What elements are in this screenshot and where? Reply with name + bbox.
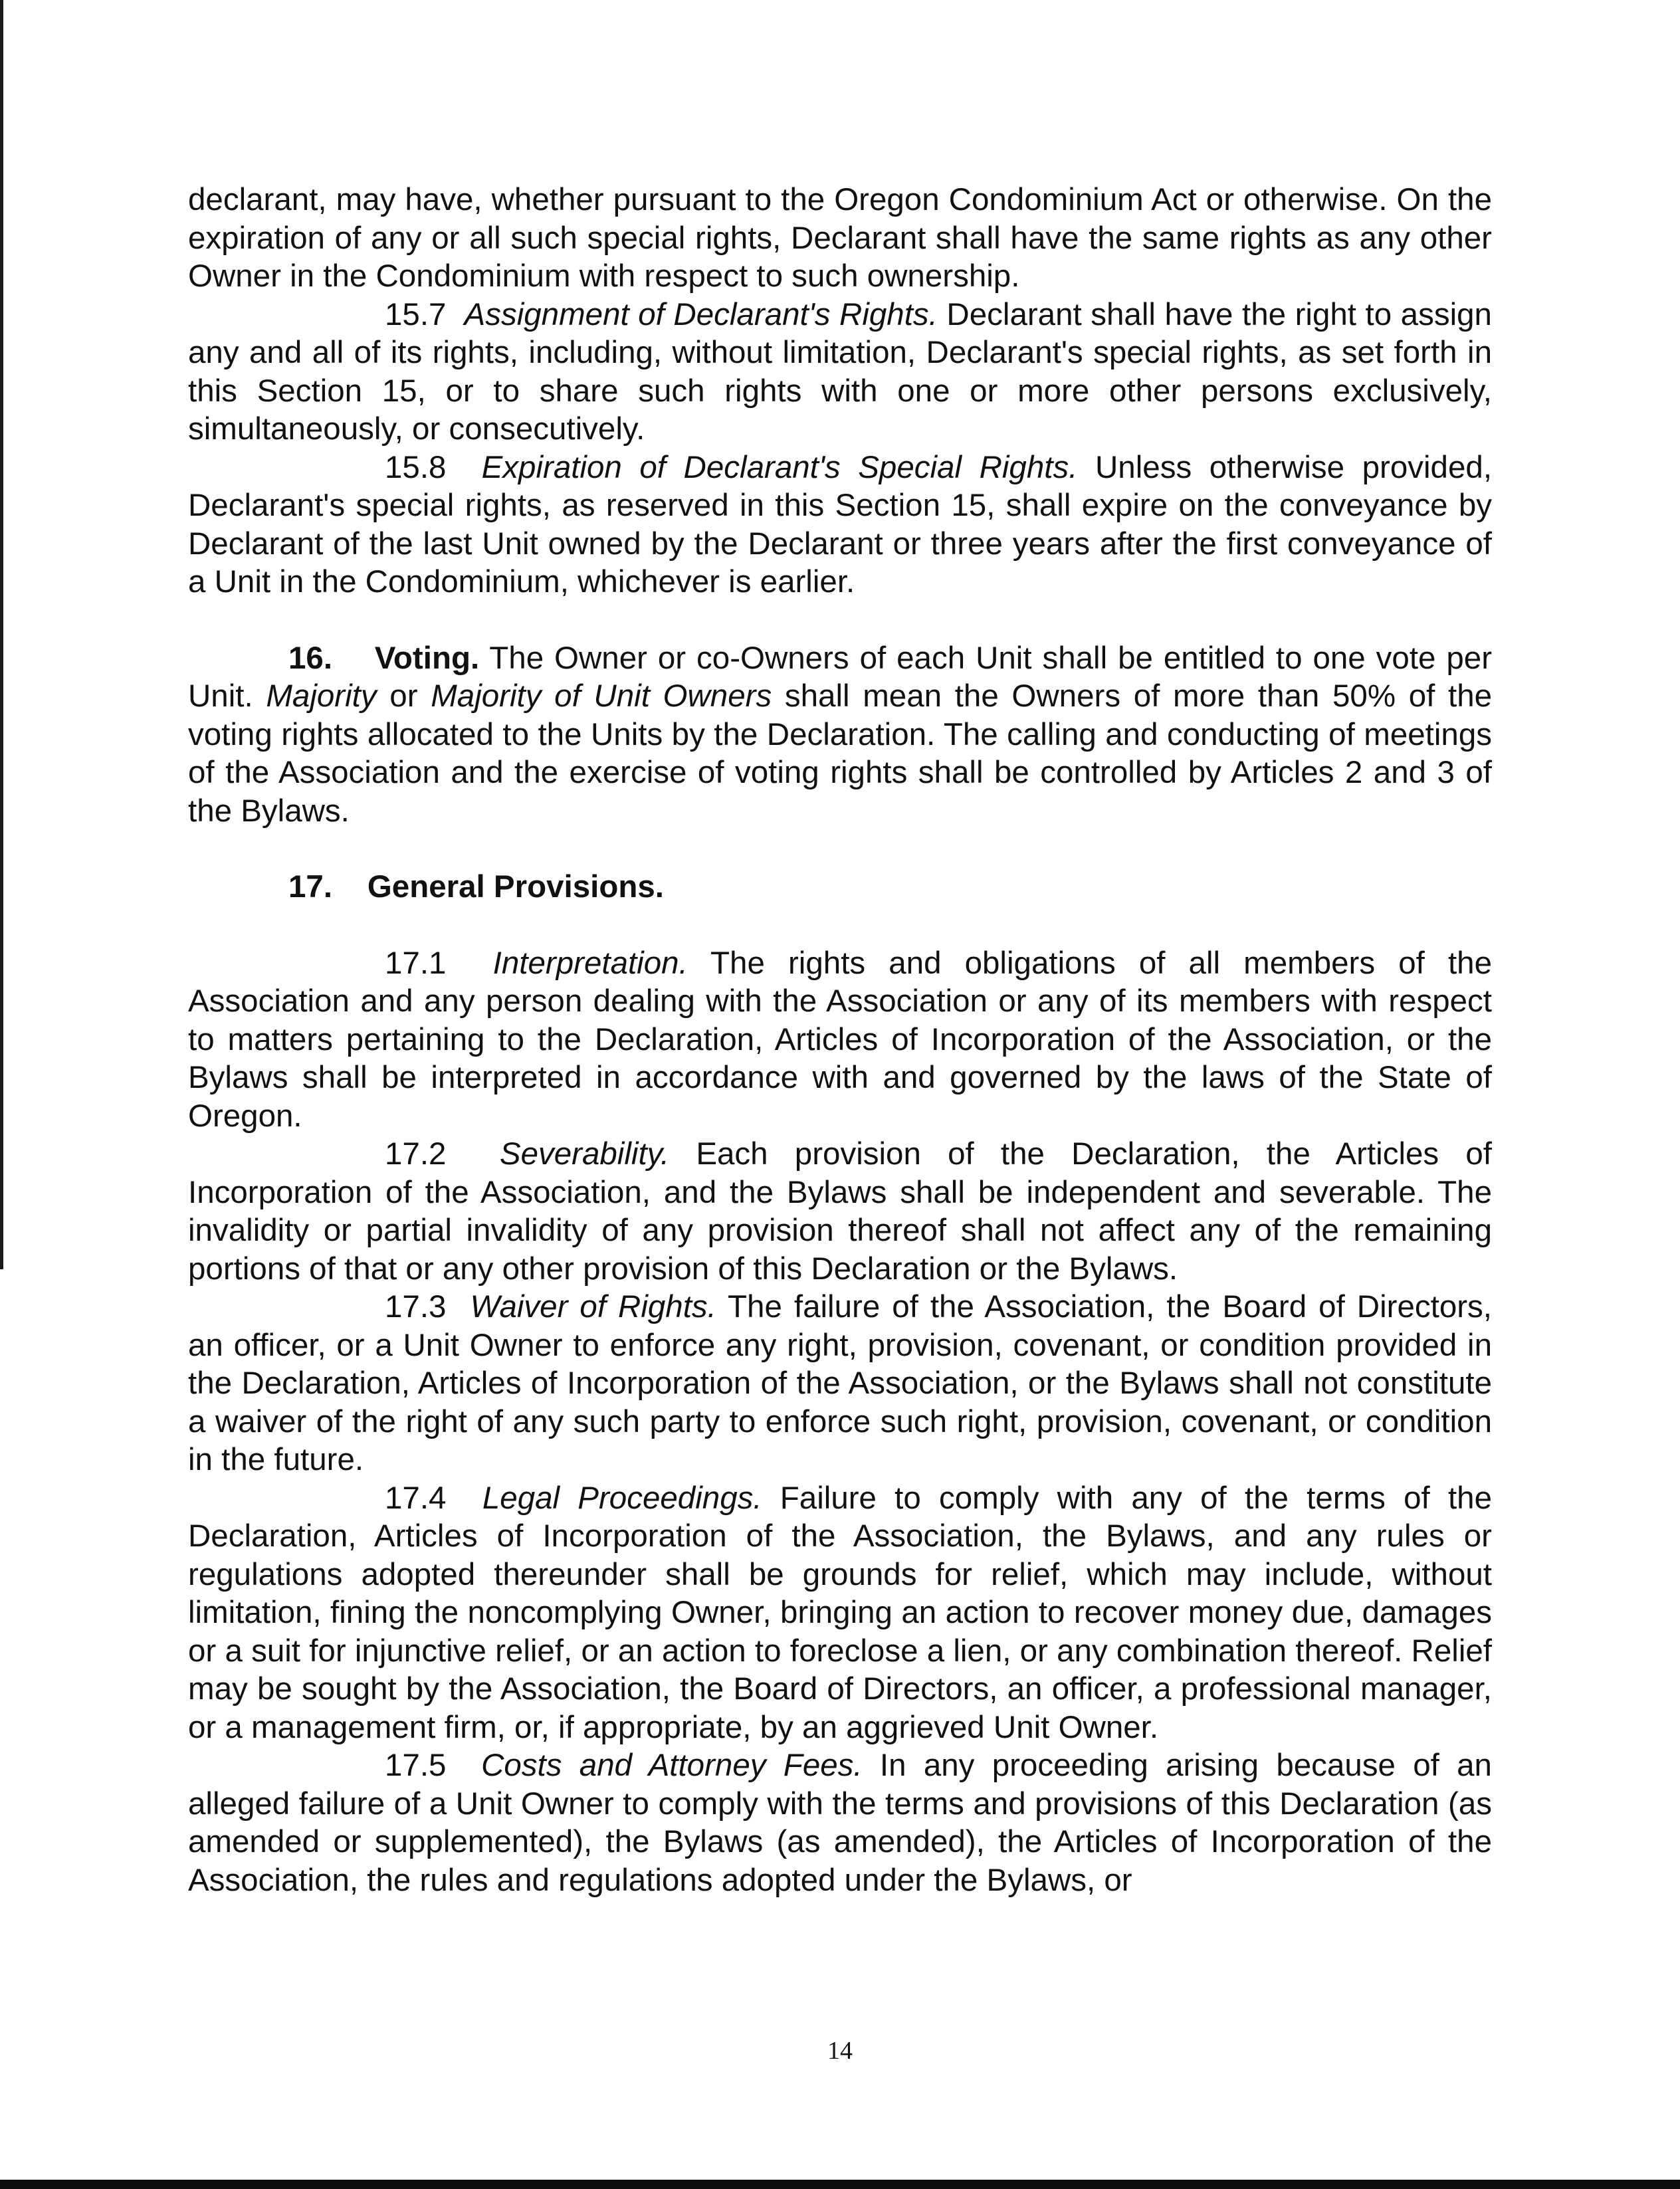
paragraph-17-1 — [188, 944, 1492, 1136]
document-body — [188, 181, 1492, 1899]
paragraph-text: declarant, may have, whether pursuant to the Oregon Condominium Act or otherwise. On the expiration of any or all such special rights, Declarant shall have the same rights as any other Owner in the Condominium with respect to such ownership. — [188, 182, 1492, 294]
paragraph-text: shall mean the Owners of more than 50% of the voting rights allocated to the Units by the Declaration. The calling and conducting of meetings of the Association and the exercise of voting rights shall be controlled by Articles 2 and 3 of the Bylaws. — [188, 678, 1493, 829]
paragraph-15-7 — [188, 296, 1492, 449]
paragraph-17-2 — [188, 1135, 1492, 1288]
page-number: 14 — [827, 2037, 853, 2065]
paragraph-16-voting — [188, 639, 1492, 831]
paragraph-text: Declarant shall have the right to assign any and all of its rights, including, without limitation, Declarant's special rights, as set forth in this Section 15, or to share such rights with one or more other persons exclusively, simultaneously, or consecutively. — [188, 296, 1492, 447]
paragraph-text: The failure of the Association, the Board of Directors, an officer, or a Unit Owner to enforce any right, provision, covenant, or condition provided in the Declaration, Articles of Incorporation of the Association, or the Bylaws shall not constitute a waiver of the right of any such party to enforce such right, provision, covenant, or condition in the future. — [188, 1289, 1492, 1477]
paragraph-15-8 — [188, 449, 1492, 601]
section-heading: General Provisions. — [367, 869, 664, 904]
paragraph-17-5 — [188, 1746, 1492, 1899]
heading-17-general-provisions — [188, 868, 1492, 906]
section-title: Costs and Attorney Fees. — [481, 1748, 863, 1783]
section-number: 17. — [288, 869, 333, 904]
paragraph-15-6-continued — [188, 181, 1492, 296]
section-heading: Voting. — [374, 640, 480, 676]
paragraph-17-4 — [188, 1479, 1492, 1747]
section-title: Waiver of Rights. — [470, 1289, 716, 1324]
paragraph-text: In any proceeding arising because of an alleged failure of a Unit Owner to comply with the terms and provisions of this Declaration (as amended or supplemented), the Bylaws (as amended), the Articles of Incorporation of the Association, the rules and regulations adopted under the Bylaws, or — [188, 1748, 1492, 1898]
section-number: 17.2 — [385, 1136, 447, 1172]
section-number: 17.5 — [385, 1748, 447, 1783]
conjunction: or — [389, 678, 418, 714]
section-number: 17.1 — [385, 945, 447, 981]
section-title: Expiration of Declarant's Special Rights. — [481, 449, 1078, 485]
defined-term-majority: Majority — [266, 678, 377, 714]
section-title: Legal Proceedings. — [482, 1480, 762, 1516]
section-title: Severability. — [499, 1136, 670, 1172]
paragraph-text: The Owner or co-Owners of each Unit shall be entitled to one vote per Unit. — [188, 640, 1493, 714]
paragraph-text: Unless otherwise provided, Declarant's special rights, as reserved in this Section 15, shall expire on the conveyance by Declarant of the last Unit owned by the Declarant or three years after the first conveyance of a Unit in the Condominium, whichever is earlier. — [188, 449, 1493, 599]
section-number: 17.4 — [385, 1480, 447, 1516]
section-number: 15.7 — [385, 296, 447, 332]
section-number: 16. — [288, 640, 333, 676]
paragraph-17-3 — [188, 1288, 1492, 1479]
section-title: Interpretation. — [492, 945, 688, 981]
paragraph-text: The rights and obligations of all members of the Association and any person dealing with the Association or any of its members with respect to matters pertaining to the Declaration, Articles of Incorporation of the Association, or the Bylaws shall be interpreted in accordance with and governed by the laws of the State of Oregon. — [188, 945, 1492, 1134]
paragraph-text: Each provision of the Declaration, the Articles of Incorporation of the Association, and the Bylaws shall be independent and severable. The invalidity or partial invalidity of any provision thereof shall not affect any of the remaining portions of that or any other provision of this Declaration or the Bylaws. — [188, 1136, 1492, 1287]
paragraph-text: Failure to comply with any of the terms of the Declaration, Articles of Incorporation of the Association, the Bylaws, and any rules or regulations adopted thereunder shall be grounds for relief, which may include, without limitation, fining the noncomplying Owner, bringing an action to recover money due, damages or a suit for injunctive relief, or an action to foreclose a lien, or any combination thereof. Relief may be sought by the Association, the Board of Directors, an officer, a professional manager, or a management firm, or, if appropriate, by an aggrieved Unit Owner. — [188, 1480, 1492, 1745]
section-title: Assignment of Declarant's Rights. — [464, 296, 938, 332]
section-number: 15.8 — [385, 449, 447, 485]
scan-bottom-edge — [0, 2180, 1680, 2189]
section-number: 17.3 — [385, 1289, 447, 1324]
scan-left-edge — [0, 0, 3, 1269]
defined-term-majority-of-unit-owners: Majority of Unit Owners — [431, 678, 772, 714]
